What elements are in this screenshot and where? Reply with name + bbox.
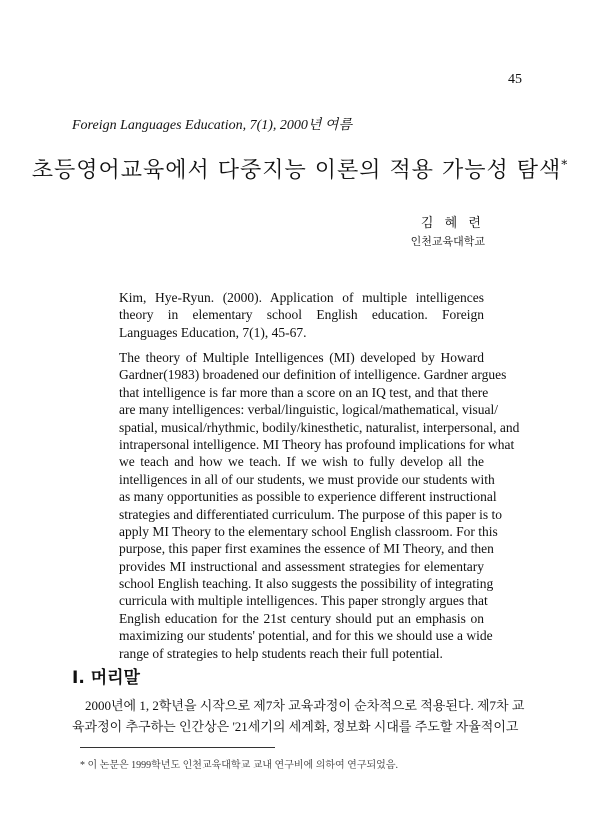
- abstract-line: we teach and how we teach. If we wish to fully develop all the: [119, 454, 484, 470]
- body-line: 2000년에 1, 2학년을 시작으로 제7차 교육과정이 순차적으로 적용된다. 제7차 교: [72, 698, 525, 713]
- page-number: 45: [508, 72, 522, 87]
- abstract-line: The theory of Multiple Intelligences (MI) developed by Howard: [119, 350, 484, 365]
- abstract-line: curricula with multiple intelligences. This paper strongly argues that: [119, 593, 488, 609]
- body-line: 육과정이 추구하는 인간상은 '21세기의 세계화, 정보화 시대를 주도할 자율적이고: [72, 719, 519, 734]
- abstract-line: intelligences in all of our students, we must provide our students with: [119, 471, 495, 487]
- abstract-line: English education for the 21st century should put an emphasis on: [119, 610, 484, 626]
- footnote-divider: [80, 747, 275, 748]
- abstract-line: that intelligence is far more than a score on an IQ test, and that there: [119, 384, 489, 400]
- abstract-line: purpose, this paper first examines the essence of MI Theory, and then: [119, 541, 494, 557]
- footnote: * 이 논문은 1999학년도 인천교육대학교 교내 연구비에 의하여 연구되었음.: [80, 760, 398, 771]
- title-text: 초등영어교육에서 다중지능 이론의 적용 가능성 탐색: [31, 158, 562, 183]
- title-footnote-mark: *: [561, 157, 569, 172]
- abstract-line: intrapersonal intelligence. MI Theory has profound implications for what: [119, 436, 515, 452]
- abstract-line: Gardner(1983) broadened our definition of intelligence. Gardner argues: [119, 367, 507, 383]
- paper-title: [0, 153, 600, 184]
- citation: [119, 289, 484, 341]
- abstract-line: are many intelligences: verbal/linguistic, logical/mathematical, visual/: [119, 402, 499, 418]
- abstract-line: strategies and differentiated curriculum. The purpose of this paper is to: [119, 506, 503, 522]
- abstract-line: maximizing our students' potential, and for this we should use a wide: [119, 628, 493, 644]
- body-text: [72, 695, 525, 737]
- abstract-line: school English teaching. It also suggests the possibility of integrating: [119, 576, 494, 592]
- citation-line: [119, 306, 484, 323]
- abstract: [119, 349, 520, 662]
- citation-line: Languages Education, 7(1), 45-67.: [119, 324, 307, 340]
- abstract-line: provides MI instructional and assessment strategies for elementary: [119, 558, 484, 574]
- citation-line: Kim, Hye-Ryun. (2000). Application of multiple intelligences: [119, 290, 484, 305]
- author-name: 김 혜 련: [420, 215, 485, 230]
- citation-line-text: theory in elementary school English education. Foreign: [119, 307, 484, 323]
- abstract-line: as many opportunities as possible to experience different instructional: [119, 489, 497, 505]
- journal-line: Foreign Languages Education, 7(1), 2000년 여름: [72, 118, 352, 133]
- abstract-line: spatial, musical/rhythmic, bodily/kinesthetic, naturalist, interpersonal, and: [119, 419, 520, 435]
- author-affiliation: 인천교육대학교: [410, 236, 485, 248]
- abstract-line: range of strategies to help students reach their full potential.: [119, 645, 443, 661]
- abstract-line: apply MI Theory to the elementary school English classroom. For this: [119, 523, 498, 539]
- section-heading: I. 머리말: [72, 668, 140, 688]
